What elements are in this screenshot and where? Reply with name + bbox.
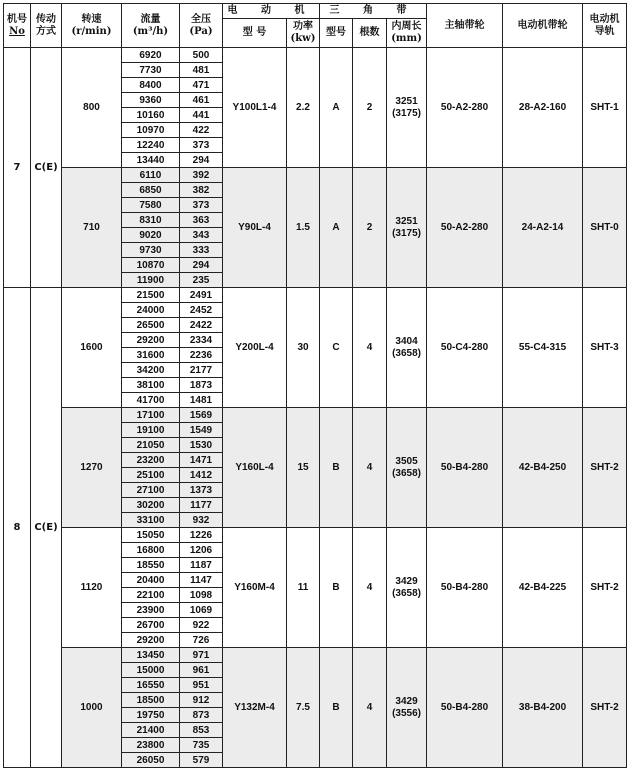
motor-rail-cell: SHT-0 (583, 168, 627, 288)
flow-cell: 6110 (122, 168, 180, 183)
pressure-cell: 1549 (180, 423, 223, 438)
flow-cell: 23800 (122, 738, 180, 753)
pressure-cell: 579 (180, 753, 223, 768)
flow-cell: 7730 (122, 63, 180, 78)
inner-length-alt-value: (3175) (392, 107, 421, 119)
pressure-cell: 1177 (180, 498, 223, 513)
pressure-cell: 235 (180, 273, 223, 288)
pressure-cell: 2422 (180, 318, 223, 333)
header-motor-rail: 电动机 导轨 (583, 4, 627, 48)
flow-cell: 16550 (122, 678, 180, 693)
pressure-cell: 382 (180, 183, 223, 198)
flow-cell: 8400 (122, 78, 180, 93)
pressure-cell: 1873 (180, 378, 223, 393)
pressure-cell: 471 (180, 78, 223, 93)
inner-length-cell (387, 648, 427, 768)
table-row (4, 648, 627, 663)
flow-cell: 21500 (122, 288, 180, 303)
inner-length-value: 3404 (395, 335, 418, 347)
fan-spec-table (3, 3, 627, 768)
pressure-cell: 1471 (180, 453, 223, 468)
pressure-cell: 2452 (180, 303, 223, 318)
motor-rail-cell: SHT-2 (583, 408, 627, 528)
belt-type-cell: A (320, 48, 353, 168)
belt-type-cell: B (320, 528, 353, 648)
header-inner-length: 内周长 (mm) (387, 19, 427, 48)
power-cell: 7.5 (287, 648, 320, 768)
motor-rail-cell: SHT-1 (583, 48, 627, 168)
inner-length-value: 3505 (395, 455, 418, 467)
speed-cell: 1270 (62, 408, 122, 528)
speed-cell: 1600 (62, 288, 122, 408)
flow-cell: 9730 (122, 243, 180, 258)
pressure-cell: 1206 (180, 543, 223, 558)
motor-pulley-cell: 24-A2-14 (503, 168, 583, 288)
header-motor-model: 型 号 (223, 19, 287, 48)
pressure-cell: 853 (180, 723, 223, 738)
motor-rail-cell: SHT-2 (583, 648, 627, 768)
pressure-cell: 481 (180, 63, 223, 78)
power-cell: 30 (287, 288, 320, 408)
main-pulley-cell: 50-B4-280 (427, 648, 503, 768)
pressure-cell: 932 (180, 513, 223, 528)
pressure-cell: 971 (180, 648, 223, 663)
pressure-cell: 373 (180, 198, 223, 213)
table-row (4, 528, 627, 543)
motor-pulley-cell: 38-B4-200 (503, 648, 583, 768)
belt-count-cell: 2 (353, 48, 387, 168)
belt-count-cell: 4 (353, 648, 387, 768)
inner-length-alt-value: (3175) (392, 227, 421, 239)
pressure-cell: 461 (180, 93, 223, 108)
pressure-cell: 1187 (180, 558, 223, 573)
flow-cell: 26050 (122, 753, 180, 768)
flow-cell: 11900 (122, 273, 180, 288)
power-cell: 11 (287, 528, 320, 648)
header-belt-count: 根数 (353, 19, 387, 48)
header-power: 功率 (kw) (287, 19, 320, 48)
power-cell: 2.2 (287, 48, 320, 168)
speed-cell: 800 (62, 48, 122, 168)
belt-type-cell: B (320, 648, 353, 768)
motor-pulley-cell: 55-C4-315 (503, 288, 583, 408)
pressure-cell: 363 (180, 213, 223, 228)
power-cell: 1.5 (287, 168, 320, 288)
flow-cell: 9020 (122, 228, 180, 243)
pressure-cell: 500 (180, 48, 223, 63)
pressure-cell: 961 (180, 663, 223, 678)
flow-cell: 33100 (122, 513, 180, 528)
flow-cell: 21050 (122, 438, 180, 453)
belt-count-cell: 4 (353, 408, 387, 528)
pressure-cell: 2334 (180, 333, 223, 348)
inner-length-alt-value: (3556) (392, 707, 421, 719)
header-drive-mode: 传动 方式 (31, 4, 62, 48)
pressure-cell: 1098 (180, 588, 223, 603)
pressure-cell: 1481 (180, 393, 223, 408)
pressure-cell: 373 (180, 138, 223, 153)
main-pulley-cell: 50-A2-280 (427, 168, 503, 288)
main-pulley-cell: 50-A2-280 (427, 48, 503, 168)
header-belt-type: 型号 (320, 19, 353, 48)
pressure-cell: 726 (180, 633, 223, 648)
flow-cell: 23900 (122, 603, 180, 618)
flow-cell: 24000 (122, 303, 180, 318)
flow-cell: 15050 (122, 528, 180, 543)
motor-pulley-cell: 42-B4-225 (503, 528, 583, 648)
pressure-cell: 392 (180, 168, 223, 183)
table-row (4, 408, 627, 423)
main-pulley-cell: 50-C4-280 (427, 288, 503, 408)
power-cell: 15 (287, 408, 320, 528)
flow-cell: 18550 (122, 558, 180, 573)
pressure-cell: 441 (180, 108, 223, 123)
inner-length-cell (387, 408, 427, 528)
header-flow: 流量 (m³/h) (122, 4, 180, 48)
speed-cell: 710 (62, 168, 122, 288)
pressure-cell: 1412 (180, 468, 223, 483)
motor-rail-cell: SHT-2 (583, 528, 627, 648)
flow-cell: 30200 (122, 498, 180, 513)
flow-cell: 26500 (122, 318, 180, 333)
table-row (4, 288, 627, 303)
inner-length-value: 3251 (395, 215, 418, 227)
flow-cell: 19750 (122, 708, 180, 723)
header-motor: 电 动 机 (223, 4, 320, 19)
flow-cell: 23200 (122, 453, 180, 468)
motor-model-cell: Y160L-4 (223, 408, 287, 528)
flow-cell: 10870 (122, 258, 180, 273)
motor-model-cell: Y200L-4 (223, 288, 287, 408)
flow-cell: 34200 (122, 363, 180, 378)
inner-length-cell (387, 48, 427, 168)
pressure-cell: 951 (180, 678, 223, 693)
pressure-cell: 735 (180, 738, 223, 753)
main-pulley-cell: 50-B4-280 (427, 528, 503, 648)
pressure-cell: 333 (180, 243, 223, 258)
inner-length-cell (387, 528, 427, 648)
pressure-cell: 1147 (180, 573, 223, 588)
pressure-cell: 294 (180, 258, 223, 273)
drive-mode-cell: C(E) (31, 48, 62, 288)
header-speed: 转速 (r/min) (62, 4, 122, 48)
pressure-cell: 922 (180, 618, 223, 633)
pressure-cell: 343 (180, 228, 223, 243)
pressure-cell: 2491 (180, 288, 223, 303)
inner-length-alt-value: (3658) (392, 587, 421, 599)
flow-cell: 15000 (122, 663, 180, 678)
machine-no-cell: 7 (4, 48, 31, 288)
table-body (4, 48, 627, 768)
flow-cell: 31600 (122, 348, 180, 363)
flow-cell: 9360 (122, 93, 180, 108)
pressure-cell: 294 (180, 153, 223, 168)
flow-cell: 41700 (122, 393, 180, 408)
flow-cell: 18500 (122, 693, 180, 708)
flow-cell: 29200 (122, 333, 180, 348)
pressure-cell: 1530 (180, 438, 223, 453)
motor-model-cell: Y100L1-4 (223, 48, 287, 168)
motor-model-cell: Y90L-4 (223, 168, 287, 288)
main-pulley-cell: 50-B4-280 (427, 408, 503, 528)
flow-cell: 22100 (122, 588, 180, 603)
inner-length-cell (387, 168, 427, 288)
flow-cell: 6920 (122, 48, 180, 63)
drive-mode-cell: C(E) (31, 288, 62, 768)
table-row (4, 168, 627, 183)
motor-model-cell: Y160M-4 (223, 528, 287, 648)
flow-cell: 10970 (122, 123, 180, 138)
pressure-cell: 1569 (180, 408, 223, 423)
header-motor-pulley: 电动机带轮 (503, 4, 583, 48)
flow-cell: 21400 (122, 723, 180, 738)
flow-cell: 17100 (122, 408, 180, 423)
flow-cell: 38100 (122, 378, 180, 393)
flow-cell: 8310 (122, 213, 180, 228)
flow-cell: 25100 (122, 468, 180, 483)
header-main-pulley: 主轴带轮 (427, 4, 503, 48)
motor-rail-cell: SHT-3 (583, 288, 627, 408)
flow-cell: 26700 (122, 618, 180, 633)
belt-type-cell: C (320, 288, 353, 408)
flow-cell: 7580 (122, 198, 180, 213)
pressure-cell: 2177 (180, 363, 223, 378)
pressure-cell: 2236 (180, 348, 223, 363)
table-row (4, 48, 627, 63)
pressure-cell: 1069 (180, 603, 223, 618)
flow-cell: 16800 (122, 543, 180, 558)
belt-count-cell: 4 (353, 528, 387, 648)
header-total-pressure: 全压 (Pa) (180, 4, 223, 48)
belt-count-cell: 4 (353, 288, 387, 408)
belt-type-cell: B (320, 408, 353, 528)
belt-type-cell: A (320, 168, 353, 288)
motor-model-cell: Y132M-4 (223, 648, 287, 768)
flow-cell: 29200 (122, 633, 180, 648)
motor-pulley-cell: 42-B4-250 (503, 408, 583, 528)
speed-cell: 1120 (62, 528, 122, 648)
inner-length-alt-value: (3658) (392, 467, 421, 479)
flow-cell: 19100 (122, 423, 180, 438)
pressure-cell: 912 (180, 693, 223, 708)
flow-cell: 20400 (122, 573, 180, 588)
flow-cell: 6850 (122, 183, 180, 198)
inner-length-value: 3429 (395, 575, 418, 587)
flow-cell: 13450 (122, 648, 180, 663)
header-machine-no: 机号 No (4, 4, 31, 48)
flow-cell: 12240 (122, 138, 180, 153)
inner-length-alt-value: (3658) (392, 347, 421, 359)
inner-length-value: 3251 (395, 95, 418, 107)
pressure-cell: 1226 (180, 528, 223, 543)
machine-no-cell: 8 (4, 288, 31, 768)
fan-spec-table-wrapper (3, 3, 627, 768)
table-header (4, 4, 627, 48)
motor-pulley-cell: 28-A2-160 (503, 48, 583, 168)
inner-length-value: 3429 (395, 695, 418, 707)
flow-cell: 13440 (122, 153, 180, 168)
header-v-belt: 三 角 带 (320, 4, 427, 19)
pressure-cell: 422 (180, 123, 223, 138)
flow-cell: 10160 (122, 108, 180, 123)
speed-cell: 1000 (62, 648, 122, 768)
inner-length-cell (387, 288, 427, 408)
pressure-cell: 1373 (180, 483, 223, 498)
pressure-cell: 873 (180, 708, 223, 723)
belt-count-cell: 2 (353, 168, 387, 288)
flow-cell: 27100 (122, 483, 180, 498)
